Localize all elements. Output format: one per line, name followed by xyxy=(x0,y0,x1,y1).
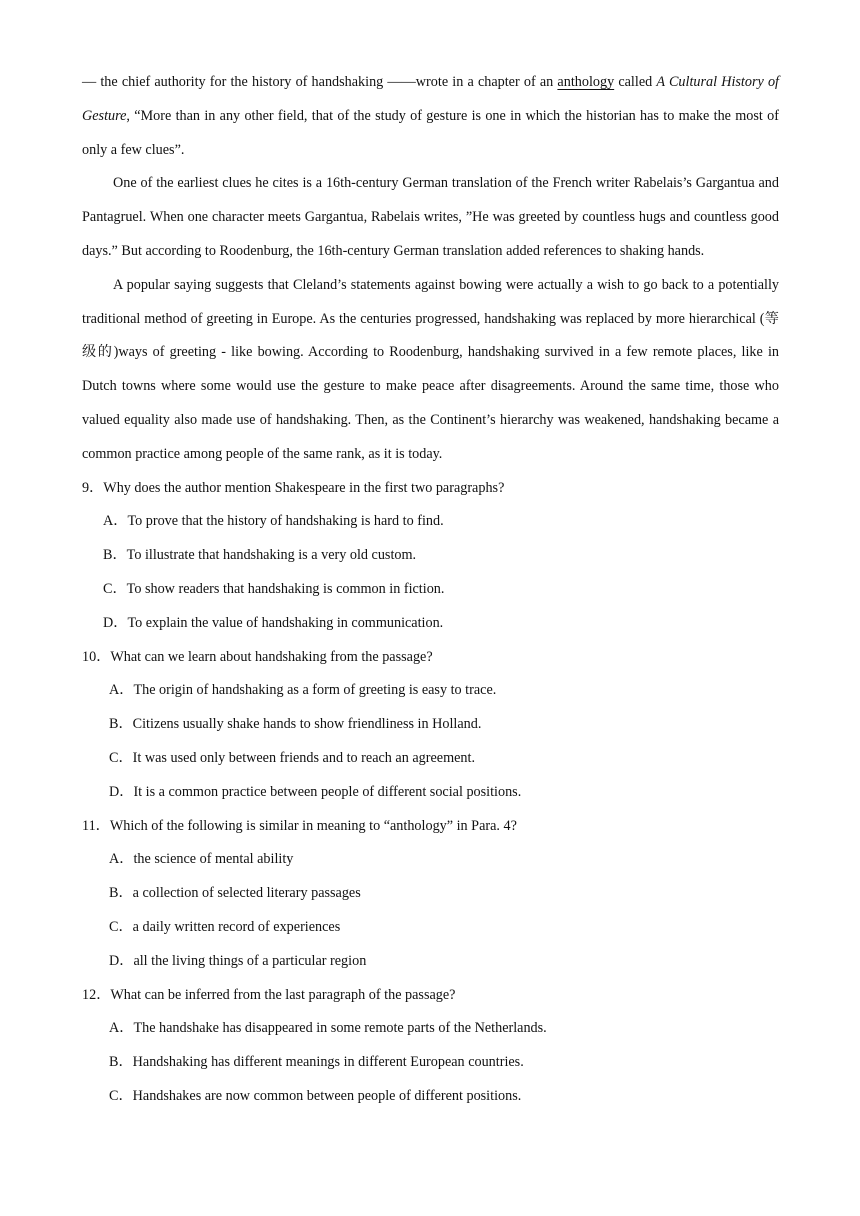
question-10: 10．What can we learn about handshaking from the passage? xyxy=(82,648,433,665)
question-10-option-c[interactable]: C．It was used only between friends and to reach an agreement. xyxy=(109,749,475,766)
question-9-option-c[interactable]: C．To show readers that handshaking is common in fiction. xyxy=(103,580,445,597)
question-11-option-b[interactable]: B．a collection of selected literary passages xyxy=(109,885,361,902)
question-11-option-d[interactable]: D．all the living things of a particular region xyxy=(109,952,367,969)
document-page xyxy=(82,66,779,1114)
question-9-option-a[interactable]: A．To prove that the history of handshaking is hard to find. xyxy=(103,513,444,530)
question-11: 11．Which of the following is similar in meaning to “anthology” in Para. 4? xyxy=(82,817,517,834)
book-title: A Cultural History of Gesture xyxy=(82,74,779,124)
passage-paragraph-3: A popular saying suggests that Cleland’s statements against bowing were actually a wish to go back to a potentially traditional method of greeting in Europe. As the centuries progressed, handshaking was replaced by more hierarchical (等级的)ways of greeting - like bowing. According to Roodenburg, handshaking survived in a few remote places, like in Dutch towns where some would use the gesture to make peace after disagreements. Around the same time, those who valued equality also made use of handshaking. Then, as the Continent’s hierarchy was weakened, handshaking became a common practice among people of the same rank, as it is today. xyxy=(82,276,779,462)
question-10-option-a[interactable]: A．The origin of handshaking as a form of greeting is easy to trace. xyxy=(109,682,497,699)
question-10-option-d[interactable]: D．It is a common practice between people of different social positions. xyxy=(109,783,522,800)
passage-paragraph-1: — the chief authority for the history of handshaking ——wrote in a chapter of an anthology called A Cultural History of Gesture, “More than in any other field, that of the study of gesture is one in which the historian has to make the most of only a few clues”. xyxy=(82,74,779,158)
underlined-word-anthology: anthology xyxy=(557,74,615,90)
passage-paragraph-2: One of the earliest clues he cites is a 16th-century German translation of the French writer Rabelais’s Gargantua and Pantagruel. When one character meets Gargantua, Rabelais writes, ”He was greeted by countless hugs and countless good days.” But according to Roodenburg, the 16th-century German translation added references to shaking hands. xyxy=(82,175,779,259)
question-12-option-a[interactable]: A．The handshake has disappeared in some remote parts of the Netherlands. xyxy=(109,1020,547,1037)
question-11-option-c[interactable]: C．a daily written record of experiences xyxy=(109,918,341,935)
question-9: 9．Why does the author mention Shakespeare in the first two paragraphs? xyxy=(82,479,505,496)
question-9-option-b[interactable]: B．To illustrate that handshaking is a very old custom. xyxy=(103,547,417,564)
question-12-option-c[interactable]: C．Handshakes are now common between people of different positions. xyxy=(109,1087,522,1104)
question-9-option-d[interactable]: D．To explain the value of handshaking in communication. xyxy=(103,614,444,631)
question-12: 12．What can be inferred from the last paragraph of the passage? xyxy=(82,986,456,1003)
question-10-option-b[interactable]: B．Citizens usually shake hands to show friendliness in Holland. xyxy=(109,716,482,733)
question-11-option-a[interactable]: A．the science of mental ability xyxy=(109,851,294,868)
question-12-option-b[interactable]: B．Handshaking has different meanings in different European countries. xyxy=(109,1054,524,1071)
